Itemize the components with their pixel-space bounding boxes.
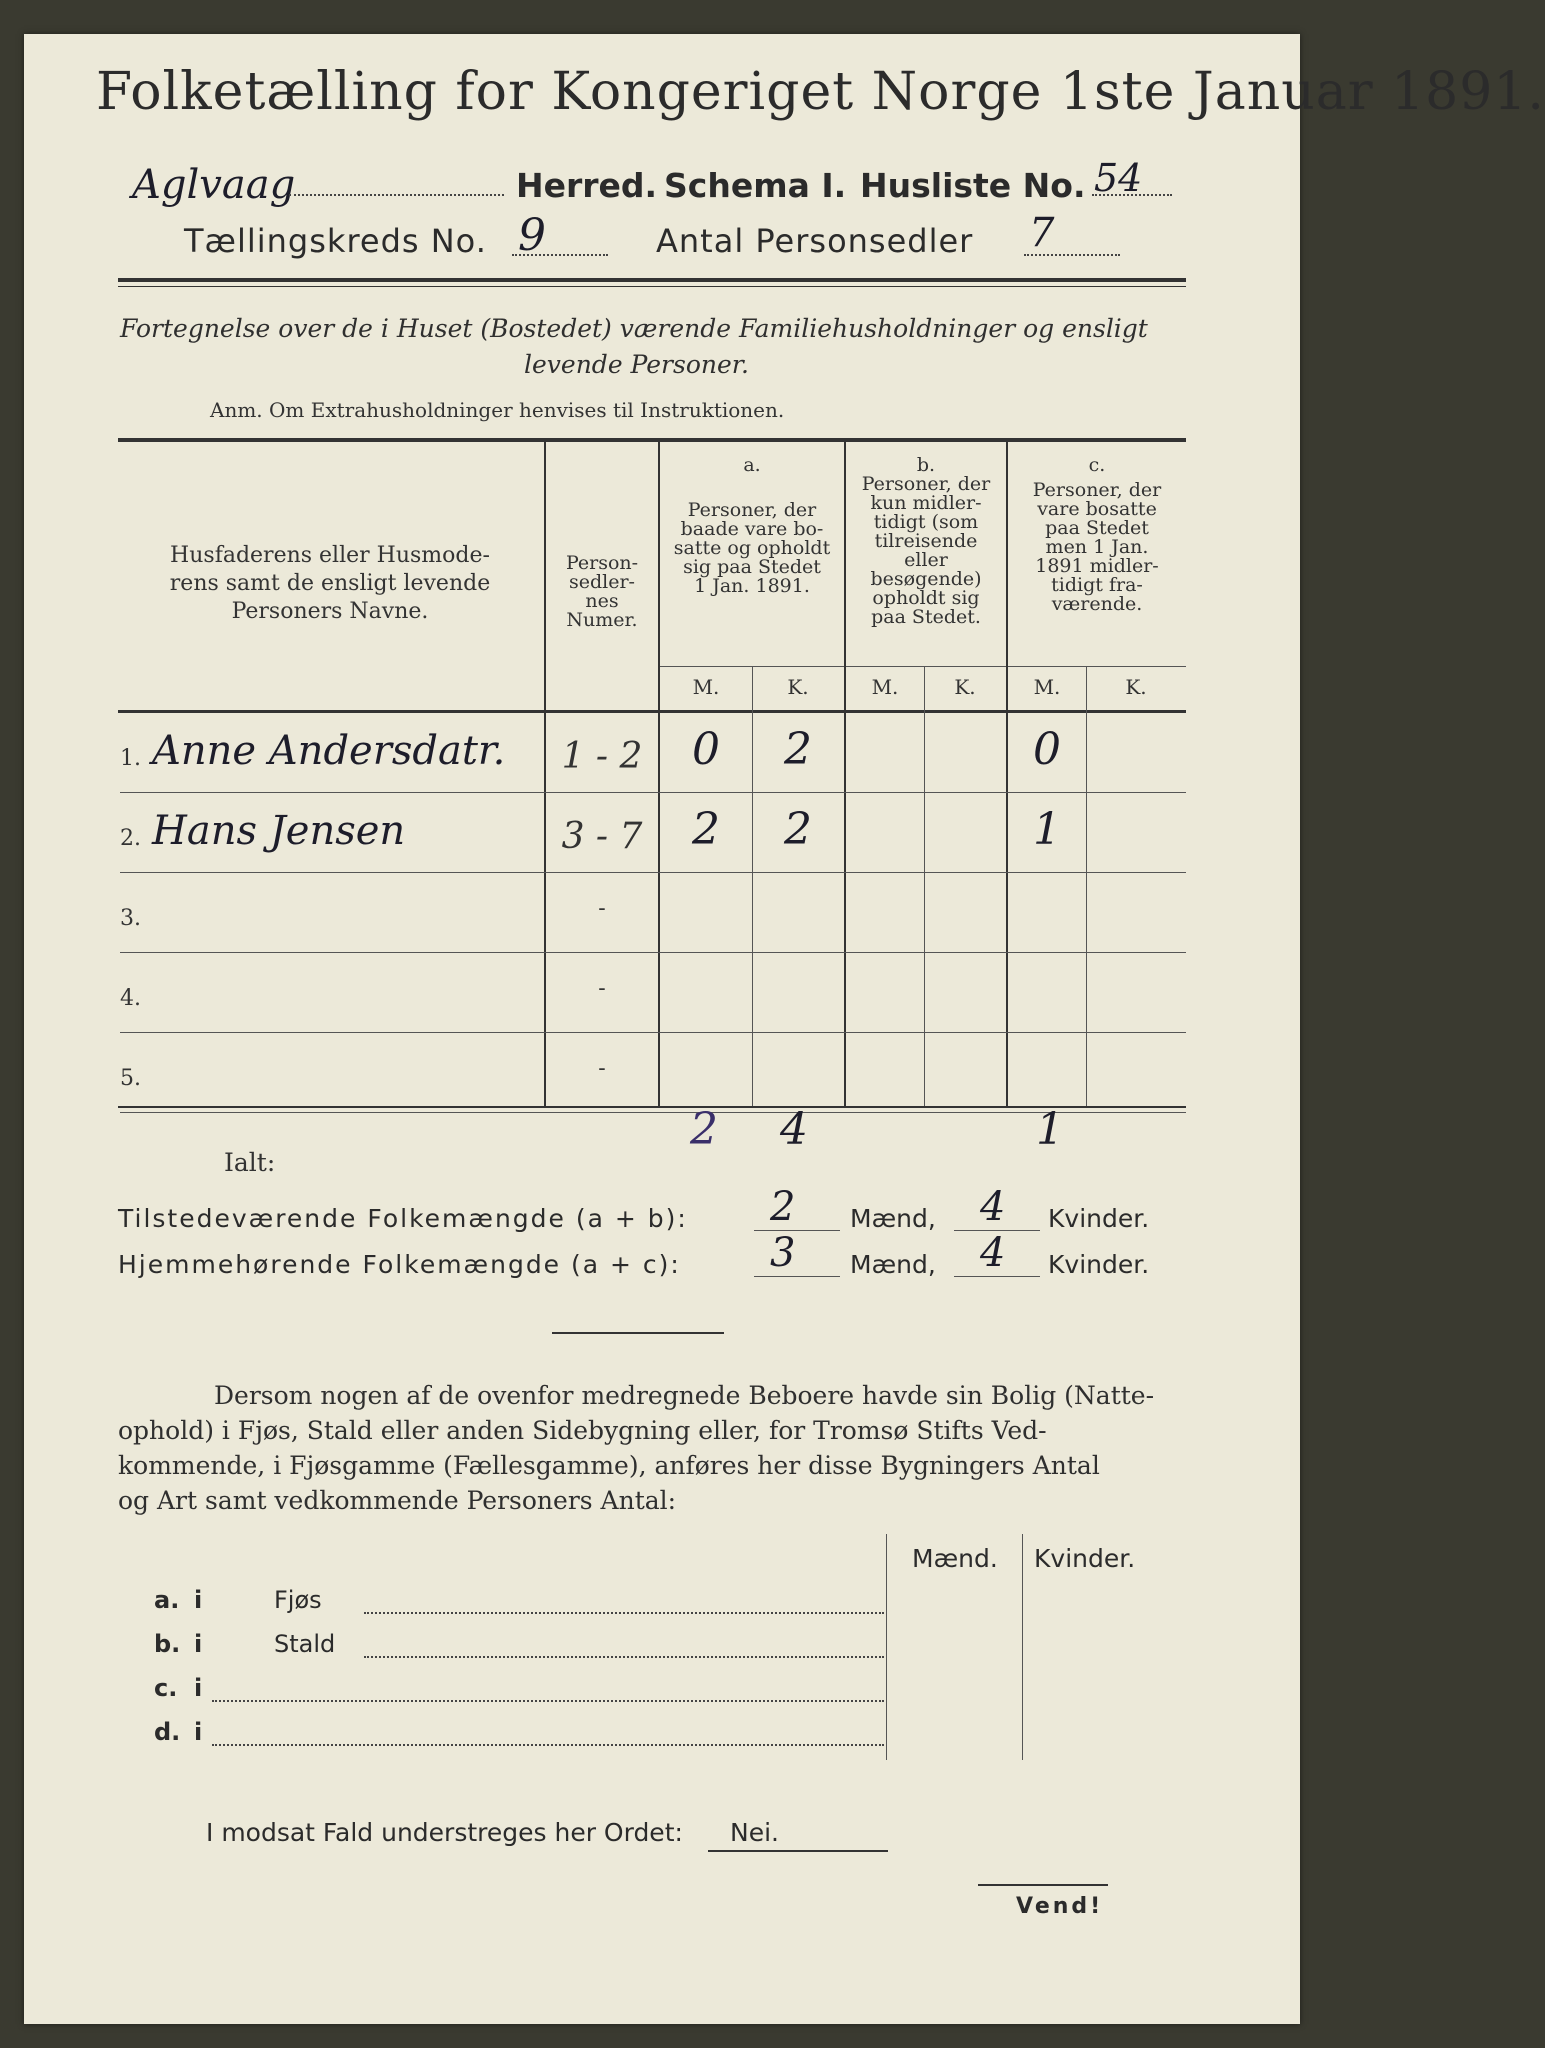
mk-c-k: K. [1125,675,1147,699]
building-i: i [194,1630,203,1658]
building-dots [212,1744,884,1746]
mk-a-k: K. [787,675,809,699]
mk-b-m: M. [871,675,899,699]
ialt-a-m: 2 [690,1104,718,1155]
table-header-bottom-rule [118,710,1186,713]
row-rule [120,872,1186,873]
row-number: 1. [120,746,141,771]
row-number: 2. [120,826,141,851]
schema-label: Schema I. [664,166,847,205]
building-label: Fjøs [274,1586,322,1614]
header-rule-thick [118,278,1186,282]
kreds-value: 9 [518,210,546,261]
husliste-label: Husliste No. [860,166,1086,205]
antal-value: 7 [1029,210,1055,256]
modsat-text: I modsat Fald understreges her Ordet: [206,1818,683,1847]
row-a-m: 2 [692,804,720,855]
buildings-col-rule-2 [1022,1534,1023,1760]
tilst-k-value: 4 [980,1184,1006,1230]
mk-b-k: K. [954,675,976,699]
row-numer: 1 - 2 [561,736,643,777]
buildings-maend-head: Mænd. [912,1544,998,1573]
tilst-label: Tilstedeværende Folkemængde (a + b): [118,1204,688,1233]
row-a-k: 2 [784,804,812,855]
kreds-label: Tællingskreds No. [184,222,487,260]
herred-label: Herred. [516,166,658,205]
section-divider [552,1332,724,1334]
herred-value: Aglvaag [132,162,296,208]
hjem-maend: Mænd, [850,1250,936,1279]
building-i: i [194,1674,203,1702]
nei-word: Nei. [730,1818,779,1847]
row-name: Hans Jensen [152,808,406,854]
row-name: Anne Andersdatr. [152,728,506,774]
vend-rule [978,1884,1108,1886]
hjem-kvinder: Kvinder. [1048,1250,1150,1279]
row-numer: - [598,1056,606,1081]
intro-line-1: Fortegnelse over de i Huset (Bostedet) værende Familiehusholdninger og ensligt [120,314,1148,343]
tilst-m-rule [754,1230,840,1231]
row-a-m: 0 [692,724,720,775]
row-numer: - [598,976,606,1001]
form-title: Folketælling for Kongeriget Norge 1ste Januar 1891. [96,62,1545,122]
row-a-k: 2 [784,724,812,775]
row-c-m: 0 [1033,724,1061,775]
col-rule-cm [1086,666,1087,1106]
row-rule [120,1032,1186,1033]
tilst-kvinder: Kvinder. [1048,1204,1150,1233]
hjem-k-rule [954,1276,1040,1277]
row-rule [120,792,1186,793]
building-dots [212,1700,884,1702]
col-header-numer: Person- sedler- nes Numer. [565,552,639,631]
col-header-b: b. Personer, der kun midler- tidigt (som tilreisende eller besøgende) opholdt sig paa Stedet. [861,454,991,628]
building-letter: c. [154,1674,178,1702]
building-i: i [194,1586,203,1614]
intro-line-2: levende Personer. [524,350,749,379]
building-letter: d. [154,1718,181,1746]
row-number: 5. [120,1066,141,1091]
antal-label: Antal Personsedler [656,222,974,260]
mk-rule-top [660,666,1186,667]
row-number: 3. [120,906,141,931]
mk-a-m: M. [692,675,720,699]
tilst-maend: Mænd, [850,1204,936,1233]
row-numer: 3 - 7 [561,816,643,857]
col-header-c: c. Personer, der vare bosatte paa Stedet men 1 Jan. 1891 midler- tidigt fra- værende. [1032,454,1162,615]
building-letter: a. [154,1586,180,1614]
husliste-dots [1092,194,1172,196]
buildings-col-rule-1 [886,1534,887,1760]
husliste-value: 54 [1094,156,1143,200]
building-letter: b. [154,1630,181,1658]
building-label: Stald [274,1630,336,1658]
ialt-a-k: 4 [780,1104,808,1155]
hjem-k-value: 4 [980,1230,1006,1276]
header-rule-thin [118,286,1186,287]
col-header-a: a. Personer, der baade vare bo- satte og opholdt sig paa Stedet 1 Jan. 1891. [673,454,831,597]
hjem-label: Hjemmehørende Folkemængde (a + c): [118,1250,681,1279]
row-rule [120,952,1186,953]
row-number: 4. [120,986,141,1011]
building-i: i [194,1718,203,1746]
census-form-page [24,34,1545,2024]
buildings-paragraph: Dersom nogen af de ovenfor medregnede Beboere havde sin Bolig (Natte- ophold) i Fjøs, Stald eller anden Sidebygning eller, for Tromsø Stifts Ved- kommende, i Fjøsgamme (Fællesgamme), anføres her disse Bygningers Antal og Art samt vedkommende Personers Antal: [118,1381,1155,1515]
ialt-c-m: 1 [1036,1104,1064,1155]
tilst-m-value: 2 [770,1184,796,1230]
building-dots [364,1656,884,1658]
table-top-rule [118,438,1186,442]
col-header-names: Husfaderens eller Husmode- rens samt de ensligt levende Personers Navne. [169,543,491,624]
col-rule-bm [924,666,925,1106]
kreds-dots [512,254,608,256]
nei-underline [708,1850,888,1852]
building-dots [364,1612,884,1614]
row-c-m: 1 [1033,804,1061,855]
hjem-m-rule [754,1276,840,1277]
vend-text: Vend! [1016,1894,1104,1919]
mk-c-m: M. [1033,675,1061,699]
antal-dots [1024,254,1120,256]
row-numer: - [598,896,606,921]
herred-dots [289,194,504,196]
anm-note: Anm. Om Extrahusholdninger henvises til Instruktionen. [210,398,785,422]
hjem-m-value: 3 [770,1230,796,1276]
ialt-label: Ialt: [224,1148,276,1177]
buildings-kvinder-head: Kvinder. [1034,1544,1136,1573]
